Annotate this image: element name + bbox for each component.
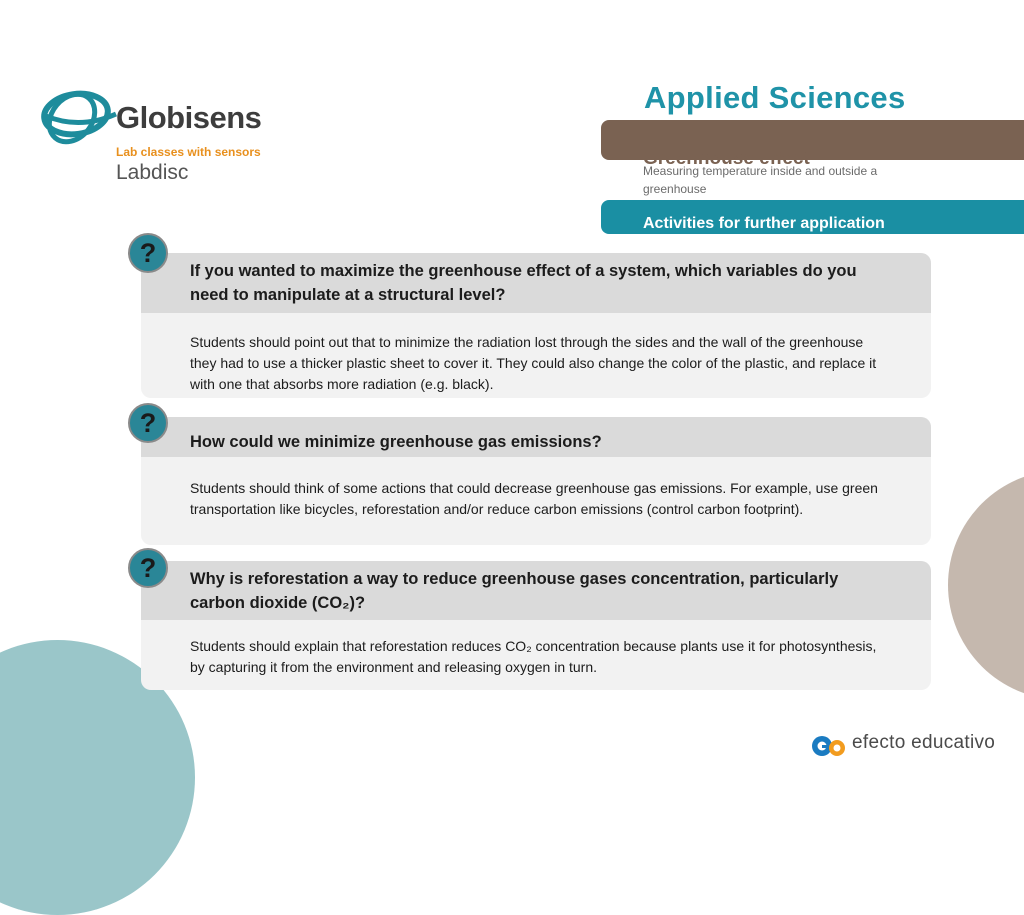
- globe-swirl-icon: [40, 84, 120, 154]
- product-name: Labdisc: [116, 161, 189, 184]
- question-text: How could we minimize greenhouse gas emissions?: [141, 417, 931, 457]
- question-card: [141, 417, 931, 545]
- question-mark-icon: ?: [128, 233, 168, 273]
- globisens-logo: [40, 84, 280, 194]
- question-card: [141, 561, 931, 690]
- answer-text: Students should explain that reforestation reduces CO₂ concentration because plants use it for photosynthesis, by capturing it from the environment and releasing oxygen in turn.: [190, 638, 877, 675]
- activity-bar-label: Activities for further application: [643, 215, 885, 232]
- question-text: Why is reforestation a way to reduce greenhouse gases concentration, particularly carbon dioxide (CO₂)?: [141, 561, 931, 620]
- answer-text: Students should think of some actions that could decrease greenhouse gas emissions. For example, use green transportation like bicycles, reforestation and/or reduce carbon emissions (control carbon footprint).: [190, 480, 878, 517]
- brand-tagline: Lab classes with sensors: [116, 145, 261, 159]
- publisher-name: efecto educativo: [852, 732, 996, 753]
- topic-title: Greenhouse effect: [643, 148, 810, 169]
- topic-subtitle: Measuring temperature inside and outside a greenhouse: [643, 164, 878, 196]
- brand-name: Globisens: [116, 100, 262, 135]
- question-text: If you wanted to maximize the greenhouse effect of a system, which variables do you need to manipulate at a structural level?: [141, 253, 931, 313]
- ea-logo-icon: [810, 728, 850, 760]
- answer-text: Students should point out that to minimize the radiation lost through the sides and the wall of the greenhouse they had to use a thicker plastic sheet to cover it. They could also change the color of the plastic, and replace it with one that absorbs more radiation (e.g. black).: [190, 334, 877, 392]
- question-mark-icon: ?: [128, 548, 168, 588]
- section-title: Applied Sciences: [644, 80, 906, 115]
- question-mark-icon: ?: [128, 403, 168, 443]
- decorative-circle-right: [948, 470, 1024, 700]
- efecto-educativo-logo: [810, 728, 1010, 760]
- question-card: [141, 253, 931, 398]
